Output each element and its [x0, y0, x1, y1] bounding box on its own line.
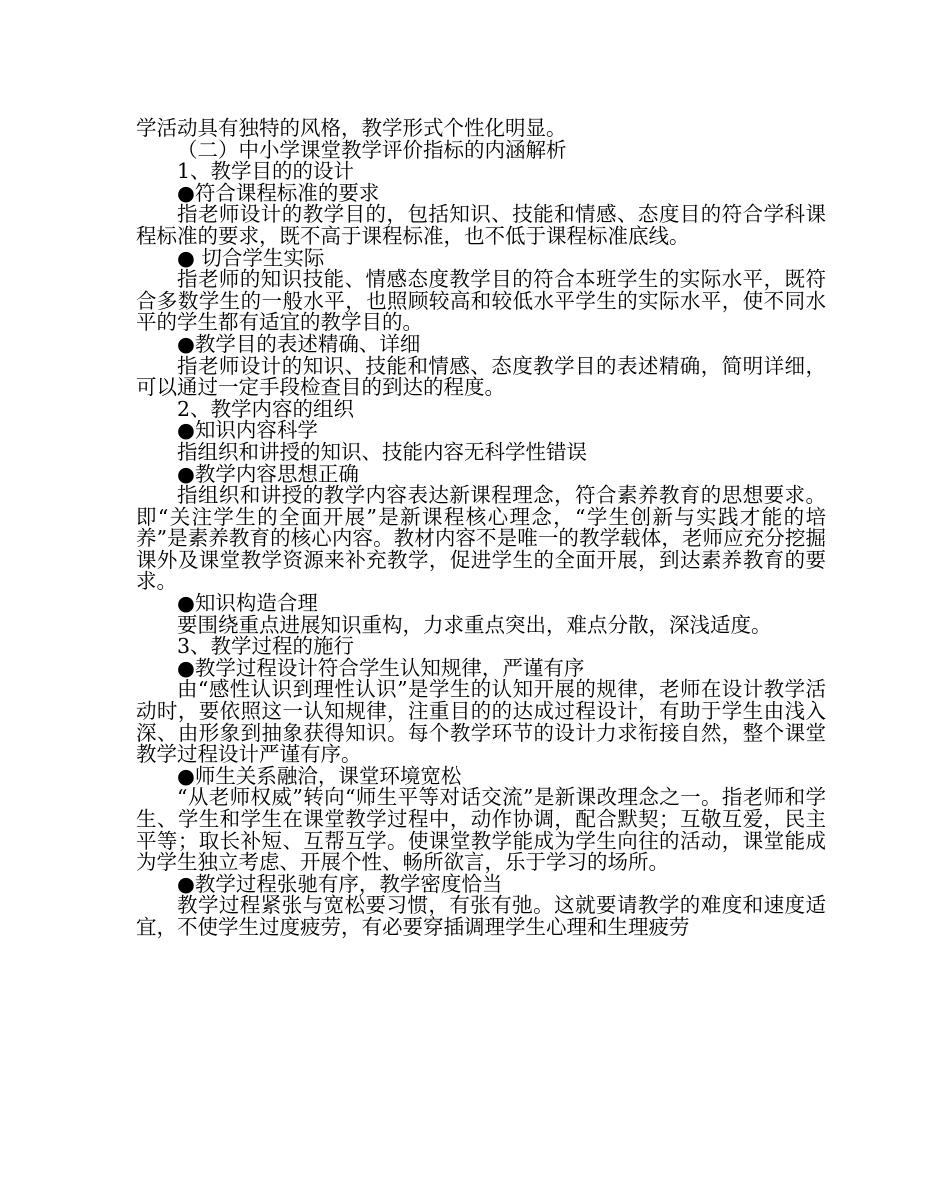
bullet-heading: ●教学目的表述精确、详细: [177, 331, 421, 356]
bullet-heading: ● 切合学生实际: [177, 245, 325, 270]
sub-heading-teaching-goal-design: 1、教学目的的设计: [177, 159, 355, 184]
sub-heading-content-organization: 2、教学内容的组织: [177, 396, 355, 421]
bullet-heading: ●教学内容思想正确: [177, 461, 359, 486]
bullet-heading: ●教学过程设计符合学生认知规律，严谨有序: [177, 655, 585, 680]
body-paragraph: “从老师权威”转向“师生平等对话交流”是新课改理念之一。指老师和学生、学生和学生在课堂教学过程中，动作协调，配合默契；互敬互爱，民主平等；取长补短、互帮互学。使课堂教学能成为学生向往的活动，课堂能成为学生独立考虑、开展个性、畅所欲言，乐于学习的场所。: [136, 785, 826, 875]
sub-heading-process-implementation: 3、教学过程的施行: [177, 634, 355, 659]
document-body: [136, 118, 826, 939]
body-paragraph: 指组织和讲授的教学内容表达新课程理念，符合素养教育的思想要求。即“关注学生的全面开展”是新课程核心理念，“学生创新与实践才能的培养”是素养教育的核心内容。教材内容不是唯一的教学载体，老师应充分挖掘课外及课堂教学资源来补充教学，促进学生的全面开展，到达素养教育的要求。: [136, 483, 826, 594]
body-paragraph: 指老师设计的知识、技能和情感、态度教学目的表述精确，简明详细，可以通过一定手段检查目的到达的程度。: [136, 353, 826, 400]
bullet-heading: ●教学过程张驰有序，教学密度恰当: [177, 871, 503, 896]
bullet-heading: ●符合课程标准的要求: [177, 180, 380, 205]
body-paragraph: 由“感性认识到理性认识”是学生的认知开展的规律，老师在设计教学活动时，要依照这一认知规律，注重目的的达成过程设计，有助于学生由浅入深、由形象到抽象获得知识。每个教学环节的设计力求衔接自然，整个课堂教学过程设计严谨有序。: [136, 677, 826, 767]
bullet-heading: ●知识构造合理: [177, 591, 318, 616]
body-paragraph: 指老师的知识技能、情感态度教学目的符合本班学生的实际水平，既符合多数学生的一般水平，也照顾较高和较低水平学生的实际水平，使不同水平的学生都有适宜的教学目的。: [136, 267, 826, 335]
bullet-heading: ●师生关系融洽，课堂环境宽松: [177, 763, 462, 788]
section-heading: （二）中小学课堂教学评价指标的内涵解析: [177, 137, 567, 162]
paragraph-continued: 学活动具有独特的风格，教学形式个性化明显。: [136, 116, 567, 140]
body-paragraph: 指老师设计的教学目的，包括知识、技能和情感、态度目的符合学科课程标准的要求，既不高于课程标准，也不低于课程标准底线。: [136, 202, 826, 248]
bullet-heading: ●知识内容科学: [177, 418, 318, 443]
body-paragraph: 指组织和讲授的知识、技能内容无科学性错误: [177, 439, 587, 464]
body-paragraph: 教学过程紧张与宽松要习惯，有张有弛。这就要请教学的难度和速度适宜，不使学生过度疲劳，有必要穿插调理学生心理和生理疲劳: [136, 893, 826, 939]
body-paragraph: 要围绕重点进展知识重构，力求重点突出，难点分散，深浅适度。: [177, 612, 772, 637]
